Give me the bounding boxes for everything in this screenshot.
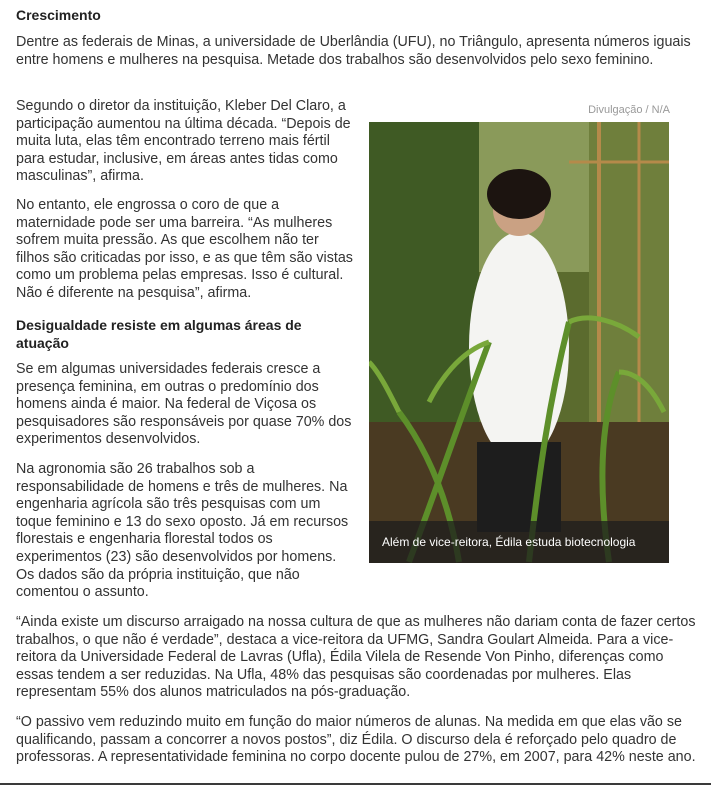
divider	[0, 783, 711, 785]
paragraph: Segundo o diretor da instituição, Kleber Del Claro, a participação aumentou na última década. “Depois de muita luta, elas têm encontrado terreno mais fértil para estudar, inclusive, em áreas antes tidas como masculinas”, afirma.	[16, 98, 351, 185]
photo	[369, 122, 669, 563]
photo-credit: Divulgação / N/A	[588, 104, 670, 116]
paragraph: “O passivo vem reduzindo muito em função do maior números de alunas. Na medida em que elas vão se qualificando, passam a concorrer a novos postos”, diz Édila. O discurso dela é reforçado pelo quadro de professoras. A representatividade feminina no corpo docente pulou de 27%, em 2007, para 42% neste ano.	[16, 714, 696, 766]
photo-caption: Além de vice-reitora, Édila estuda biotecnologia	[369, 521, 669, 563]
subheading: Desigualdade resiste em algumas áreas de atuação	[16, 317, 302, 351]
paragraph: Se em algumas universidades federais cresce a presença feminina, em outras o predomínio dos homens ainda é maior. Na federal de Viçosa os pesquisadores são responsáveis por quase 70% dos experimentos desenvolvidos.	[16, 361, 352, 448]
photo-image	[369, 122, 669, 563]
paragraph: No entanto, ele engrossa o coro de que a maternidade pode ser uma barreira. “As mulheres sofrem muita pressão. As que escolhem não ter filhos são criticadas por isso, e as que têm são vistas como um problema pelas empresas. Isso é cultural. Não é diferente na pesquisa”, afirma.	[16, 197, 353, 301]
paragraph: Dentre as federais de Minas, a universidade de Uberlândia (UFU), no Triângulo, apresenta números iguais entre homens e mulheres na pesquisa. Metade dos trabalhos são desenvolvidos pelo sexo feminino.	[16, 34, 691, 68]
paragraph: Na agronomia são 26 trabalhos sob a responsabilidade de homens e três de mulheres. Na engenharia agrícola são três pesquisas com um toque feminino e 13 do sexo oposto. Já em recursos florestais e engenharia florestal todos os experimentos (23) são desenvolvidos por homens. Os dados são da própria instituição, que não comentou o assunto.	[16, 461, 349, 601]
paragraph: “Ainda existe um discurso arraigado na nossa cultura de que as mulheres não dariam conta de fazer certos trabalhos, o que não é verdade”, destaca a vice-reitora da UFMG, Sandra Goulart Almeida. Para a vice-reitora da Universidade Federal de Lavras (Ufla), Édila Vilela de Resende Von Pinho, diferenças como essas tendem a ser reduzidas. Na Ufla, 48% das pesquisas são coordenadas por mulheres. Elas representam 55% dos alunos matriculados na pós-graduação.	[16, 614, 696, 701]
section-heading: Crescimento	[16, 7, 101, 23]
